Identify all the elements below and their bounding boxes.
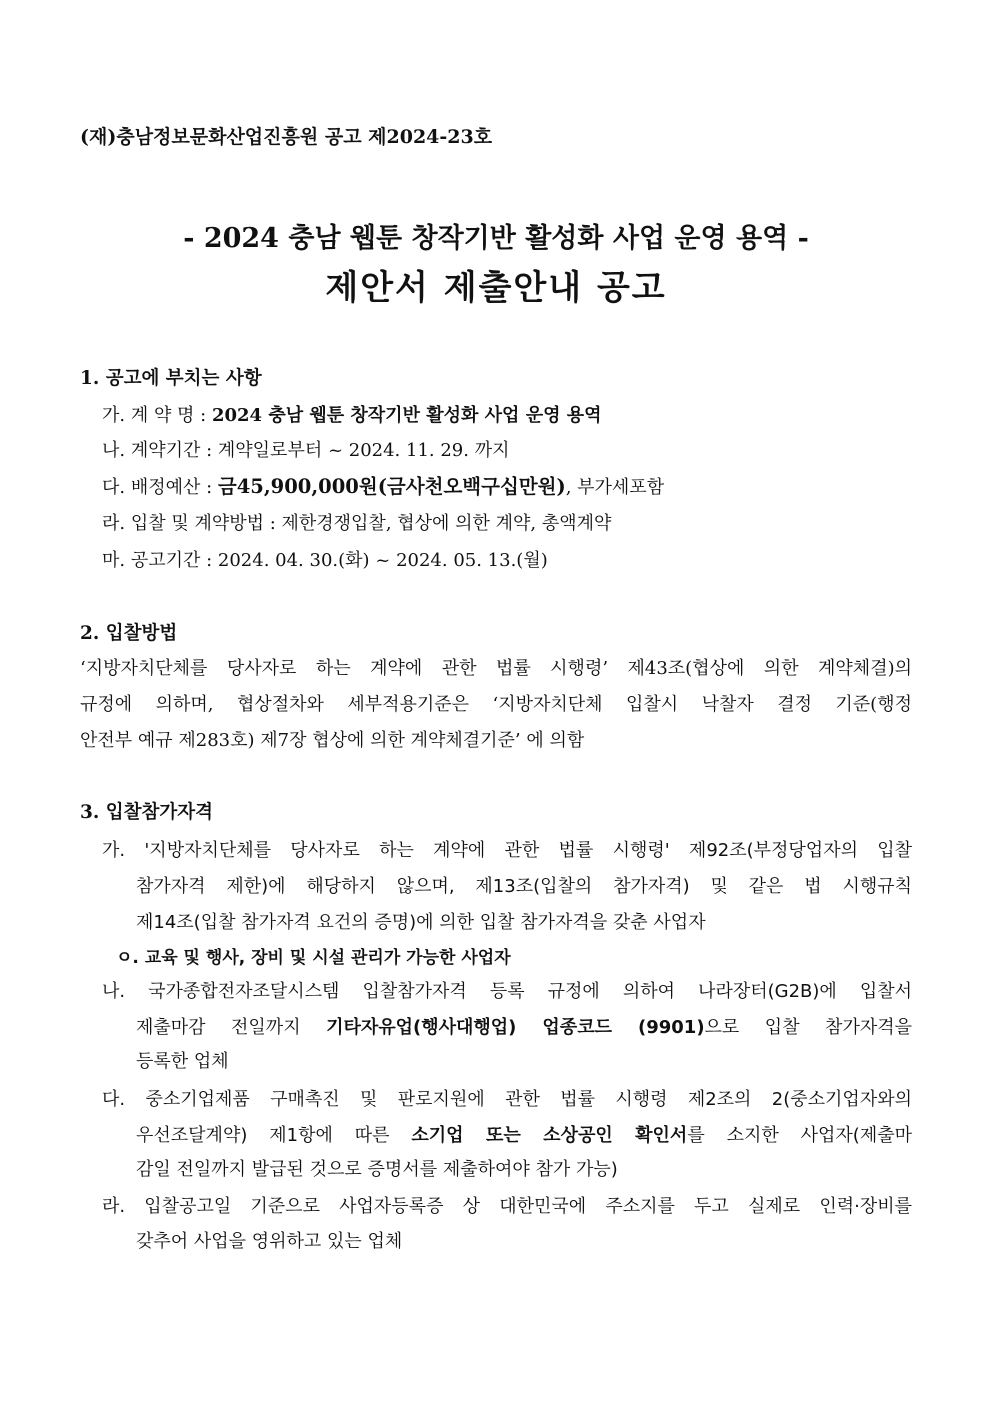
industry-code-highlight: 기타자유업(행사대행업) 업종코드 (9901) <box>326 1017 705 1038</box>
bid-method-text-line-1: ‘지방자치단체를 당사자로 하는 계약에 관한 법률 시행령’ 제43조(협상에 의한 계약체결)의 <box>80 658 912 679</box>
qualification-bullet: ㅇ. 교육 및 행사, 장비 및 시설 관리가 가능한 사업자 <box>116 948 511 968</box>
contract-name-item <box>102 403 602 429</box>
contract-period-item: 나. 계약기간 : 계약일로부터 ~ 2024. 11. 29. 까지 <box>102 440 510 461</box>
qualification-da-line-3: 감일 전일까지 발급된 것으로 증명서를 제출하여야 참가 가능) <box>136 1159 618 1180</box>
qualification-na-line-2 <box>136 1015 912 1041</box>
budget-item <box>102 474 664 501</box>
qualification-na-line-2-post: 으로 입찰 참가자격을 <box>704 1017 912 1038</box>
budget-value: 금45,900,000원(금사천오백구십만원) <box>217 475 566 498</box>
qualification-ra-line-1: 라. 입찰공고일 기준으로 사업자등록증 상 대한민국에 주소지를 두고 실제로 인력·장비를 <box>102 1196 912 1217</box>
qualification-ga-line-1: 가. '지방자치단체를 당사자로 하는 계약에 관한 법률 시행령' 제92조(부정당업자의 입찰 <box>102 840 912 861</box>
qualification-ga-line-2: 참가자격 제한)에 해당하지 않으며, 제13조(입찰의 참가자격) 및 같은 법 시행규칙 <box>136 876 912 897</box>
bid-method-item: 라. 입찰 및 계약방법 : 제한경쟁입찰, 협상에 의한 계약, 총액계약 <box>102 513 612 534</box>
title-subtitle: - 2024 충남 웹툰 창작기반 활성화 사업 운영 용역 - <box>183 223 809 254</box>
qualification-da-line-2-pre: 우선조달계약) 제1항에 따른 <box>136 1125 412 1146</box>
section-2-heading: 2. 입찰방법 <box>80 623 178 644</box>
qualification-na-line-3: 등록한 업체 <box>136 1051 229 1072</box>
qualification-na-line-1: 나. 국가종합전자조달시스템 입찰참가자격 등록 규정에 의하여 나라장터(G2B)에 입찰서 <box>102 981 912 1002</box>
section-1-heading: 1. 공고에 부치는 사항 <box>80 368 262 389</box>
notice-period-item: 마. 공고기간 : 2024. 04. 30.(화) ~ 2024. 05. 13.(월) <box>102 550 548 571</box>
qualification-da-line-2-post: 를 소지한 사업자(제출마 <box>687 1125 912 1146</box>
qualification-na-line-2-pre: 제출마감 전일까지 <box>136 1017 327 1038</box>
bid-method-text-line-3: 안전부 예규 제283호) 제7장 협상에 의한 계약체결기준’ 에 의함 <box>80 730 585 751</box>
section-3-heading: 3. 입찰참가자격 <box>80 802 213 823</box>
budget-suffix: , 부가세포함 <box>565 477 665 498</box>
bid-method-text-line-2: 규정에 의하며, 협상절차와 세부적용기준은 ‘지방자치단체 입찰시 낙찰자 결정 기준(행정 <box>80 694 912 715</box>
budget-label: 다. 배정예산 : <box>102 477 218 498</box>
page-title: 제안서 제출안내 공고 <box>325 268 667 308</box>
contract-name-label: 가. 계 약 명 : <box>102 405 212 426</box>
qualification-da-line-2 <box>136 1123 912 1149</box>
qualification-da-line-1: 다. 중소기업제품 구매촉진 및 판로지원에 관한 법률 시행령 제2조의 2(중소기업자와의 <box>102 1089 912 1110</box>
qualification-ra-line-2: 갖추어 사업을 영위하고 있는 업체 <box>136 1231 403 1252</box>
contract-name-value: 2024 충남 웹툰 창작기반 활성화 사업 운영 용역 <box>211 405 602 426</box>
qualification-ga-line-3: 제14조(입찰 참가자격 요건의 증명)에 의한 입찰 참가자격을 갖춘 사업자 <box>136 912 706 933</box>
small-business-certificate-highlight: 소기업 또는 소상공인 확인서 <box>411 1125 688 1146</box>
announcement-number: (재)충남정보문화산업진흥원 공고 제2024-23호 <box>80 126 493 148</box>
